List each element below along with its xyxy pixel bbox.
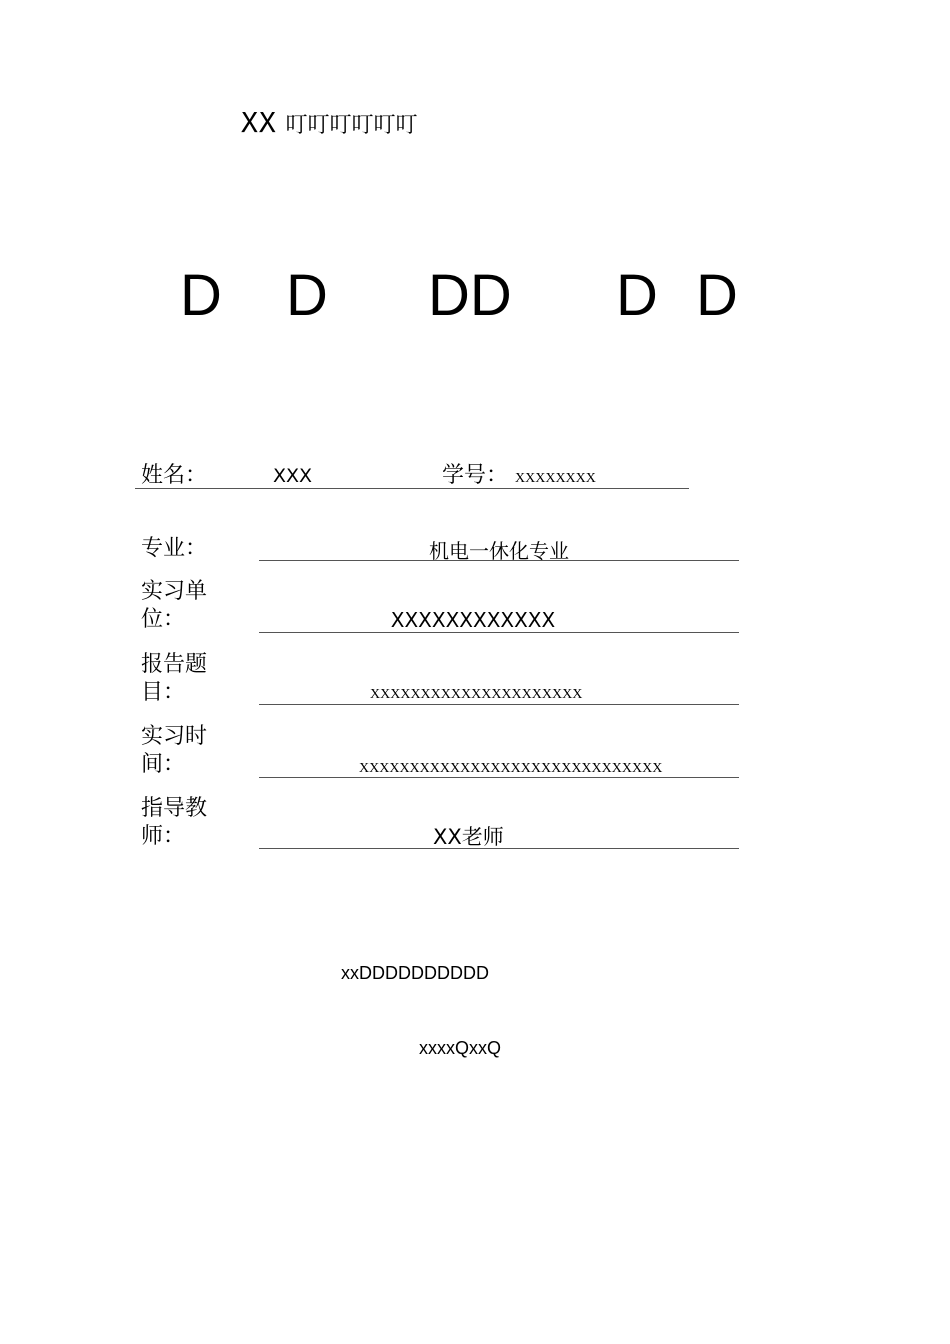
- footer-line-1: xxDDDDDDDDDD: [341, 963, 489, 983]
- title-glyph-1: D: [180, 263, 222, 328]
- topic-label-line2: 目：: [141, 680, 186, 705]
- time-value: XXXXXXXXXXXXXXXXXXXXXXXXXXXXXX: [359, 761, 663, 776]
- name-value: XXX: [273, 465, 313, 487]
- title-glyph-5: D: [696, 263, 738, 328]
- topic-value: XXXXXXXXXXXXXXXXXXXXX: [370, 687, 583, 702]
- title-glyph-4: D: [616, 263, 658, 328]
- unit-label-line1: 实习单: [141, 579, 208, 604]
- unit-label-line2: 位：: [141, 607, 186, 632]
- unit-value: XXXXXXXXXXXX: [390, 608, 556, 632]
- footer-line-2: xxxxQxxQ: [419, 1038, 502, 1058]
- topic-label-line1: 报告题: [141, 652, 208, 677]
- time-underline: [259, 777, 739, 778]
- unit-underline: [259, 632, 739, 633]
- time-label-line2: 间：: [141, 752, 186, 777]
- time-label-line1: 实习时: [141, 724, 208, 749]
- major-label: 专业：: [141, 536, 208, 561]
- major-value: 机电一休化专业: [429, 539, 569, 563]
- school-title: [241, 106, 418, 139]
- student-id-label: 学号：: [442, 463, 509, 488]
- title-glyph-2: D: [286, 263, 328, 328]
- teacher-label-line1: 指导教: [141, 796, 208, 821]
- teacher-value: XX老师: [433, 825, 504, 849]
- major-underline: [259, 560, 739, 561]
- name-row-underline: [135, 488, 689, 489]
- teacher-label-line2: 师：: [141, 824, 186, 849]
- name-label: 姓名：: [141, 463, 208, 488]
- student-id-value: XXXXXXXX: [515, 471, 596, 486]
- school-prefix: XX: [241, 106, 277, 139]
- school-suffix: 叮叮叮叮叮叮: [285, 113, 418, 138]
- teacher-underline: [259, 848, 739, 849]
- title-glyph-3: DD: [428, 263, 512, 328]
- topic-underline: [259, 704, 739, 705]
